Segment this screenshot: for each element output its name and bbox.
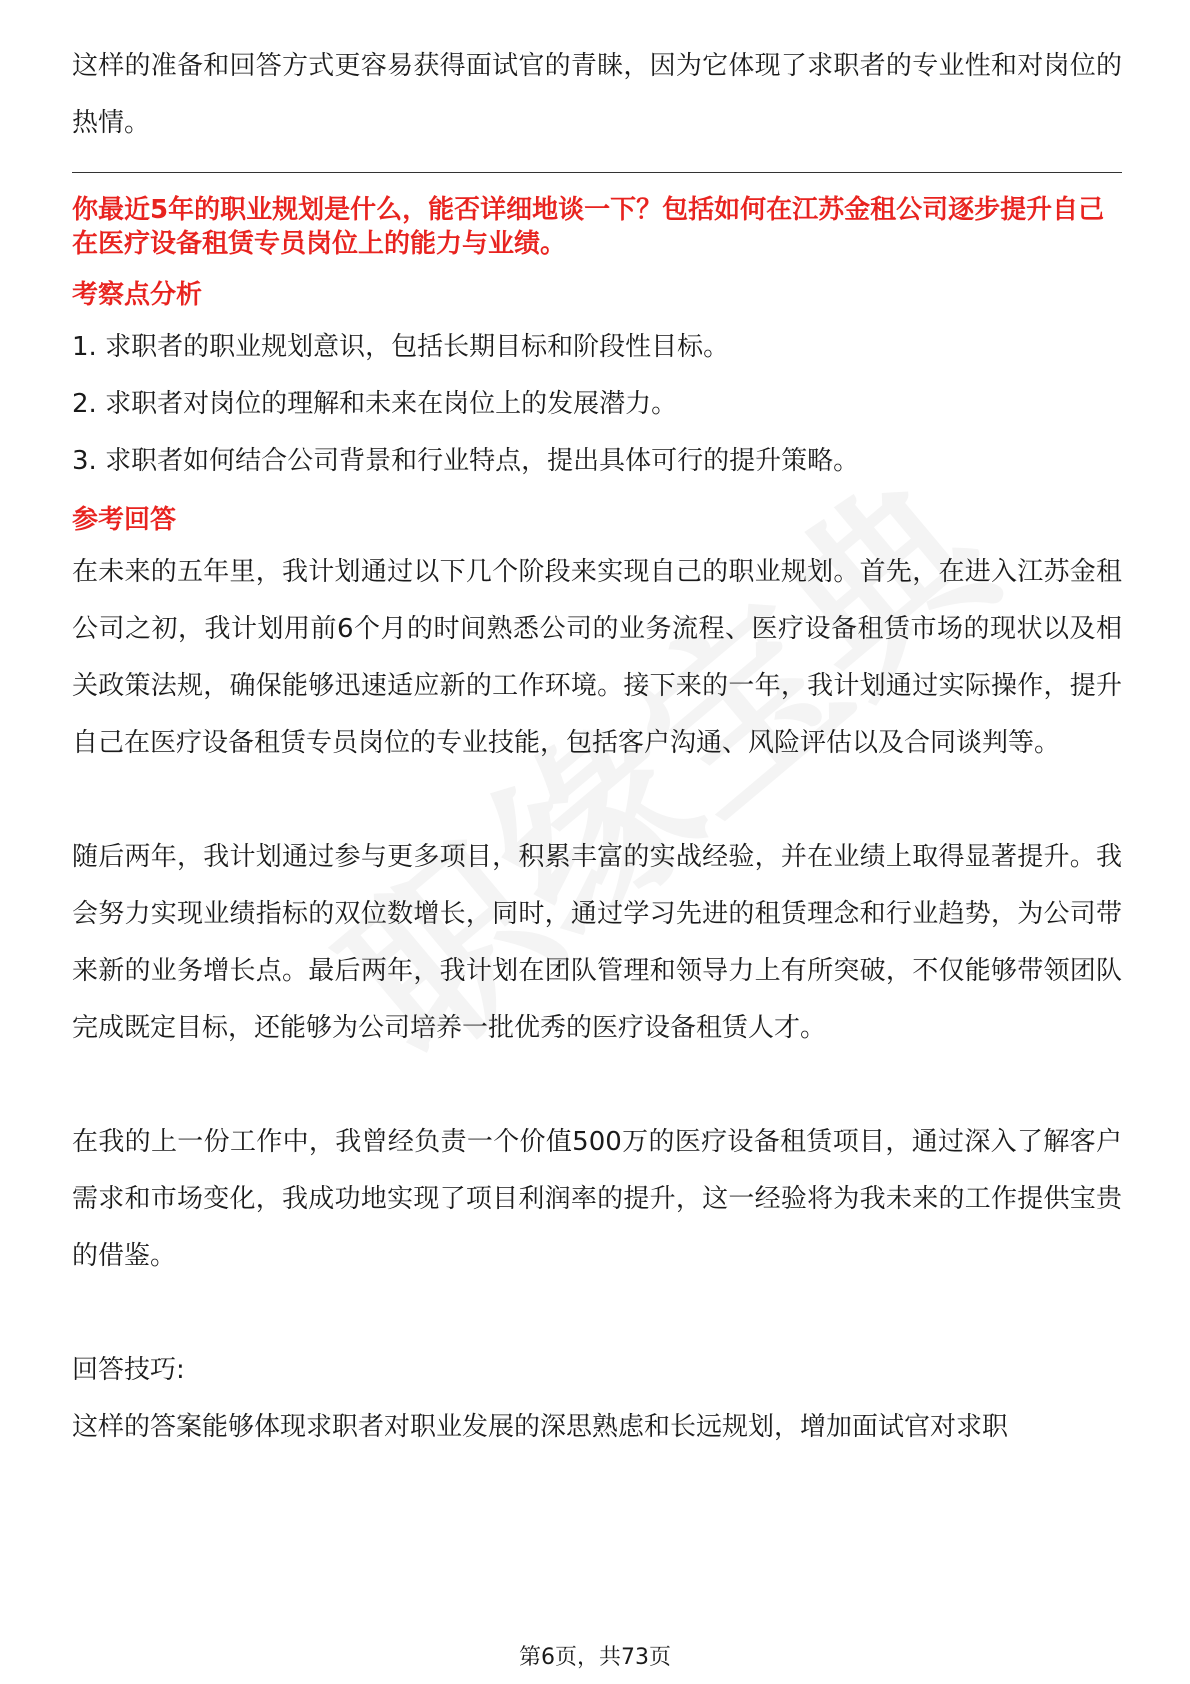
paragraph-gap [72, 1285, 1122, 1342]
reference-paragraph-3: 在我的上一份工作中，我曾经负责一个价值500万的医疗设备租赁项目，通过深入了解客户需求和市场变化，我成功地实现了项目利润率的提升，这一经验将为我未来的工作提供宝贵的借鉴。 [72, 1127, 1122, 1271]
reference-paragraph-2: 随后两年，我计划通过参与更多项目，积累丰富的实战经验，并在业绩上取得显著提升。我会努力实现业绩指标的双位数增长，同时，通过学习先进的租赁理念和行业趋势，为公司带来新的业务增长点。最后两年，我计划在团队管理和领导力上有所突破，不仅能够带领团队完成既定目标，还能够为公司培养一批优秀的医疗设备租赁人才。 [72, 842, 1122, 1043]
paragraph-gap [72, 1057, 1122, 1114]
reference-paragraph-1: 在未来的五年里，我计划通过以下几个阶段来实现自己的职业规划。首先，在进入江苏金租公司之初，我计划用前6个月的时间熟悉公司的业务流程、医疗设备租赁市场的现状以及相关政策法规，确保能够迅速适应新的工作环境。接下来的一年，我计划通过实际操作，提升自己在医疗设备租赁专员岗位的专业技能，包括客户沟通、风险评估以及合同谈判等。 [72, 557, 1122, 758]
intro-paragraph: 这样的准备和回答方式更容易获得面试官的青睐，因为它体现了求职者的专业性和对岗位的热情。 [72, 51, 1122, 138]
section-divider [72, 172, 1122, 173]
list-item: 3. 求职者如何结合公司背景和行业特点，提出具体可行的提升策略。 [72, 446, 860, 476]
analysis-list [72, 319, 1122, 490]
reference-heading: 参考回答 [72, 505, 177, 535]
document-page [72, 38, 1122, 1456]
page-number: 第6页，共73页 [519, 1645, 671, 1670]
list-item: 1. 求职者的职业规划意识，包括长期目标和阶段性目标。 [72, 332, 730, 362]
tips-heading: 回答技巧: [72, 1355, 185, 1385]
list-item: 2. 求职者对岗位的理解和未来在岗位上的发展潜力。 [72, 389, 678, 419]
analysis-heading: 考察点分析 [72, 280, 203, 310]
interview-question: 你最近5年的职业规划是什么，能否详细地谈一下？包括如何在江苏金租公司逐步提升自己在医疗设备租赁专员岗位上的能力与业绩。 [72, 195, 1105, 259]
paragraph-gap [72, 772, 1122, 829]
tips-paragraph: 这样的答案能够体现求职者对职业发展的深思熟虑和长远规划，增加面试官对求职 [72, 1412, 1009, 1442]
